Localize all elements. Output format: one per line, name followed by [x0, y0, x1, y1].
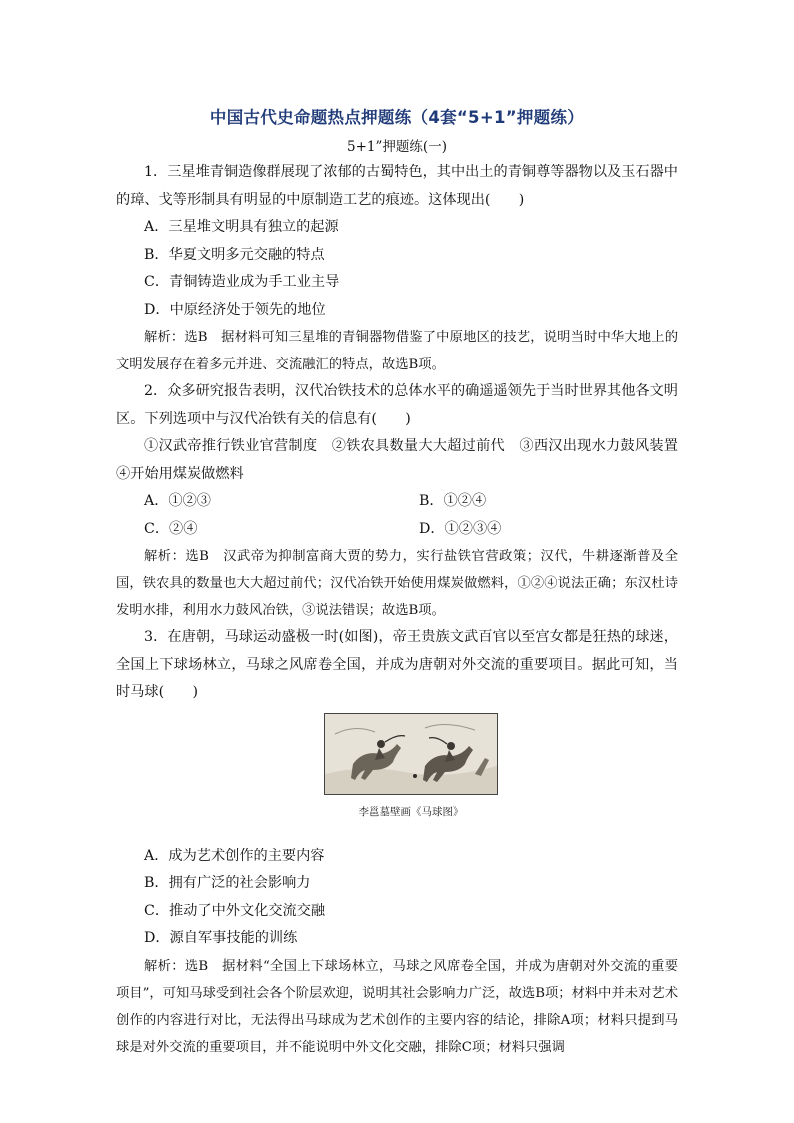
question-1-option-a: A．三星堆文明具有独立的起源	[144, 219, 339, 235]
document-body	[116, 159, 693, 1061]
question-3-stem: 3．在唐朝，马球运动盛极一时(如图)，帝王贵族文武百官以至宫女都是狂热的球迷，全国上下球场林立，马球之风席卷全国，并成为唐朝对外交流的重要项目。据此可知，当时马球( )	[116, 629, 678, 700]
question-3-option-c: C．推动了中外文化交流交融	[144, 902, 326, 919]
question-2-option-b: B．①②④	[419, 493, 487, 509]
question-2-items: ①汉武帝推行铁业官营制度 ②铁农具数量大大超过前代 ③西汉出现水力鼓风装置 ④开始用煤炭做燃料	[116, 438, 693, 482]
question-2-options-row-1	[116, 488, 678, 516]
question-1-option-b: B．华夏文明多元交融的特点	[144, 246, 325, 263]
question-2-option-a: A．①②③	[144, 493, 211, 509]
question-2-analysis: 解析：选B 汉武帝为抑制富商大贾的势力，实行盐铁官营政策；汉代，牛耕逐渐普及全国，铁农具的数量也大大超过前代；汉代冶铁开始使用煤炭做燃料，①②④说法正确；东汉杜诗发明水排，利用水力鼓风冶铁，③说法错误；故选B项。	[116, 549, 678, 618]
question-1-analysis: 解析：选B 据材料可知三星堆的青铜器物借鉴了中原地区的技艺，说明当时中华大地上的文明发展存在着多元并进、交流融汇的特点，故选B项。	[116, 330, 678, 372]
question-1-option-d: D．中原经济处于领先的地位	[144, 301, 326, 318]
document-subtitle: 5+1”押题练(一)	[347, 139, 447, 155]
question-3-option-b: B．拥有广泛的社会影响力	[144, 875, 311, 891]
figure-caption: 李邕墓壁画《马球图》	[358, 805, 464, 818]
question-3-option-a: A．成为艺术创作的主要内容	[144, 847, 325, 864]
question-2-stem: 2．众多研究报告表明，汉代冶铁技术的总体水平的确遥遥领先于当时世界其他各文明区。下列选项中与汉代冶铁有关的信息有( )	[116, 383, 678, 427]
question-2-option-c: C．②④	[144, 520, 198, 537]
question-1-stem: 1．三星堆青铜造像群展现了浓郁的古蜀特色，其中出土的青铜尊等器物以及玉石器中的璋、戈等形制具有明显的中原制造工艺的痕迹。这体现出( )	[116, 164, 678, 208]
question-1-option-c: C．青铜铸造业成为手工业主导	[144, 274, 340, 290]
document-title: 中国古代史命题热点押题练（4套“5+1”押题练）	[209, 108, 585, 127]
polo-mural-image	[324, 713, 498, 795]
question-3-figure	[116, 713, 678, 837]
question-2-option-d: D．①②③④	[419, 520, 502, 537]
question-2-options-row-2	[116, 516, 678, 544]
question-3-option-d: D．源自军事技能的训练	[144, 930, 298, 946]
question-3-analysis: 解析：选B 据材料“全国上下球场林立，马球之风席卷全国，并成为唐朝对外交流的重要项目”，可知马球受到社会各个阶层欢迎，说明其社会影响力广泛，故选B项；材料中并未对艺术创作的内容进行对比，无法得出马球成为艺术创作的主要内容的结论，排除A项；材料只提到马球是对外交流的重要项目，并不能说明中外文化交融，排除C项；材料只强调	[116, 958, 678, 1055]
